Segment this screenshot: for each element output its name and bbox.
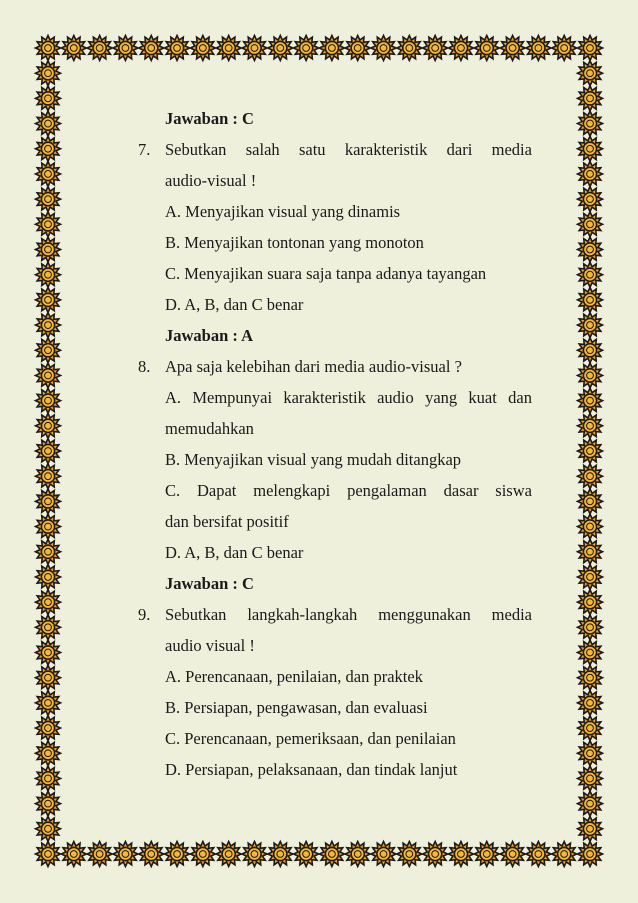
- sun-icon: [578, 690, 603, 715]
- sun-icon: [36, 640, 61, 665]
- q8c-word: Dapat: [196, 481, 237, 500]
- sun-icon: [474, 842, 499, 867]
- sun-icon: [319, 842, 344, 867]
- question-8-text: Apa saja kelebihan dari media audio-visual ?: [165, 357, 462, 376]
- q8c-word: C.: [165, 481, 181, 500]
- sun-icon: [397, 36, 422, 61]
- q9-option-a: A. Perencanaan, penilaian, dan praktek: [165, 667, 423, 686]
- sun-icon: [423, 842, 448, 867]
- sun-icon: [319, 36, 344, 61]
- q9-option-c: C. Perencanaan, pemeriksaan, dan penilaian: [165, 729, 456, 748]
- q7-option-a: A. Menyajikan visual yang dinamis: [165, 202, 401, 221]
- sun-icon: [36, 313, 61, 338]
- q9-word: menggunakan: [378, 605, 471, 624]
- question-9-line1: [138, 599, 532, 630]
- sun-icon: [190, 842, 215, 867]
- sun-icon: [216, 36, 241, 61]
- q7-option-d: D. A, B, dan C benar: [165, 295, 304, 314]
- q9-option-d: D. Persiapan, pelaksanaan, dan tindak lanjut: [165, 760, 458, 779]
- q7-word: karakteristik: [344, 140, 428, 159]
- sun-icon: [61, 36, 86, 61]
- sun-icon: [36, 564, 61, 589]
- sun-icon: [578, 36, 603, 61]
- q8-option-a-cont: memudahkan: [165, 419, 254, 438]
- answer-q8: Jawaban : C: [165, 574, 254, 593]
- answer-q6: Jawaban : C: [165, 109, 254, 128]
- sun-icon: [578, 590, 603, 615]
- sun-icon: [216, 842, 241, 867]
- sun-icon: [36, 36, 61, 61]
- sun-icon: [578, 514, 603, 539]
- sun-icon: [36, 816, 61, 841]
- q8a-word: yang: [425, 388, 458, 407]
- sun-icon: [397, 842, 422, 867]
- sun-icon: [345, 842, 370, 867]
- q9-word: media: [491, 605, 532, 624]
- sun-icon: [578, 86, 603, 111]
- sun-icon: [36, 363, 61, 388]
- sun-icon: [190, 36, 215, 61]
- sun-icon: [500, 36, 525, 61]
- q7-word: media: [491, 140, 532, 159]
- sun-icon: [526, 36, 551, 61]
- answer-q7: Jawaban : A: [165, 326, 254, 345]
- sun-icon: [578, 464, 603, 489]
- sun-icon: [578, 413, 603, 438]
- question-7-number: 7.: [138, 140, 151, 159]
- sun-icon: [578, 61, 603, 86]
- sun-icon: [36, 489, 61, 514]
- q8a-word: kuat: [468, 388, 497, 407]
- sun-icon: [578, 766, 603, 791]
- sun-icon: [36, 187, 61, 212]
- sun-icon: [36, 741, 61, 766]
- sun-icon: [36, 615, 61, 640]
- sun-icon: [36, 212, 61, 237]
- sun-icon: [36, 111, 61, 136]
- sun-icon: [578, 640, 603, 665]
- q7-word: Sebutkan: [165, 140, 227, 159]
- q9-option-b: B. Persiapan, pengawasan, dan evaluasi: [165, 698, 428, 717]
- question-9-line2: audio visual !: [165, 636, 255, 655]
- sun-icon: [578, 842, 603, 867]
- q8c-word: melengkapi: [253, 481, 331, 500]
- sun-icon: [474, 36, 499, 61]
- sun-icon: [36, 539, 61, 564]
- sun-icon: [36, 338, 61, 363]
- sun-icon: [578, 439, 603, 464]
- sun-icon: [578, 287, 603, 312]
- q8a-word: A.: [165, 388, 182, 407]
- sun-icon: [578, 212, 603, 237]
- sun-icon: [36, 86, 61, 111]
- question-7-line1: [138, 134, 532, 165]
- question-8-line1: [138, 351, 532, 382]
- sun-icon: [578, 615, 603, 640]
- question-8-number: 8.: [138, 357, 151, 376]
- sun-icon: [165, 36, 190, 61]
- q9-word: langkah-langkah: [247, 605, 358, 624]
- sun-icon: [578, 489, 603, 514]
- sun-icon: [578, 111, 603, 136]
- sun-icon: [500, 842, 525, 867]
- sun-icon: [36, 61, 61, 86]
- q8c-word: pengalaman: [347, 481, 427, 500]
- sun-icon: [113, 36, 138, 61]
- sun-icon: [578, 338, 603, 363]
- question-9-words: [138, 599, 532, 630]
- sun-icon: [87, 842, 112, 867]
- q8a-word: audio: [377, 388, 414, 407]
- sun-icon: [139, 36, 164, 61]
- sun-icon: [36, 136, 61, 161]
- sun-icon: [36, 690, 61, 715]
- sun-icon: [36, 842, 61, 867]
- sun-icon: [578, 161, 603, 186]
- sun-icon: [165, 842, 190, 867]
- sun-icon: [36, 161, 61, 186]
- sun-icon: [242, 842, 267, 867]
- sun-icon: [371, 842, 396, 867]
- sun-icon: [448, 36, 473, 61]
- sun-icon: [578, 237, 603, 262]
- sun-icon: [36, 287, 61, 312]
- q8a-word: karakteristik: [283, 388, 366, 407]
- sun-icon: [448, 842, 473, 867]
- sun-icon: [36, 388, 61, 413]
- q8-option-c-cont: dan bersifat positif: [165, 512, 289, 531]
- sun-icon: [36, 439, 61, 464]
- sun-icon: [578, 791, 603, 816]
- sun-icon: [578, 313, 603, 338]
- sun-icon: [578, 539, 603, 564]
- q7-word: satu: [298, 140, 326, 159]
- sun-icon: [578, 136, 603, 161]
- sun-icon: [578, 262, 603, 287]
- q8a-word: Mempunyai: [192, 388, 273, 407]
- q8-option-d: D. A, B, dan C benar: [165, 543, 304, 562]
- question-7-words: [138, 134, 532, 165]
- q8c-word: dasar: [443, 481, 479, 500]
- sun-icon: [36, 791, 61, 816]
- sun-icon: [139, 842, 164, 867]
- q8-option-a: [138, 382, 532, 413]
- sun-icon: [578, 564, 603, 589]
- sun-icon: [36, 716, 61, 741]
- sun-icon: [36, 262, 61, 287]
- sun-icon: [36, 514, 61, 539]
- q8a-word: dan: [508, 388, 532, 407]
- sun-icon: [294, 842, 319, 867]
- q7-word: salah: [245, 140, 280, 159]
- q7-option-c: C. Menyajikan suara saja tanpa adanya tayangan: [165, 264, 487, 283]
- sun-icon: [242, 36, 267, 61]
- sun-icon: [345, 36, 370, 61]
- sun-icon: [578, 741, 603, 766]
- sun-icon: [578, 816, 603, 841]
- sun-icon: [36, 237, 61, 262]
- sun-icon: [578, 388, 603, 413]
- sun-icon: [36, 665, 61, 690]
- sun-icon: [526, 842, 551, 867]
- sun-icon: [61, 842, 86, 867]
- sun-icon: [294, 36, 319, 61]
- sun-icon: [578, 363, 603, 388]
- sun-icon: [578, 665, 603, 690]
- q7-option-b: B. Menyajikan tontonan yang monoton: [165, 233, 424, 252]
- q8-option-b: B. Menyajikan visual yang mudah ditangkap: [165, 450, 462, 469]
- sun-icon: [36, 413, 61, 438]
- sun-icon: [423, 36, 448, 61]
- q8c-word: siswa: [495, 481, 532, 500]
- sun-icon: [36, 590, 61, 615]
- question-9-number: 9.: [138, 605, 151, 624]
- quiz-content: [138, 103, 532, 785]
- question-7-line2: audio-visual !: [165, 171, 257, 190]
- q7-word: dari: [446, 140, 473, 159]
- sun-icon: [113, 842, 138, 867]
- sun-icon: [552, 36, 577, 61]
- sun-icon: [268, 36, 293, 61]
- sun-icon: [268, 842, 293, 867]
- sun-icon: [578, 716, 603, 741]
- sun-icon: [552, 842, 577, 867]
- sun-icon: [87, 36, 112, 61]
- sun-icon: [36, 464, 61, 489]
- q9-word: Sebutkan: [165, 605, 227, 624]
- q8-option-c: [138, 475, 532, 506]
- sun-icon: [371, 36, 396, 61]
- sun-icon: [36, 766, 61, 791]
- sun-icon: [578, 187, 603, 212]
